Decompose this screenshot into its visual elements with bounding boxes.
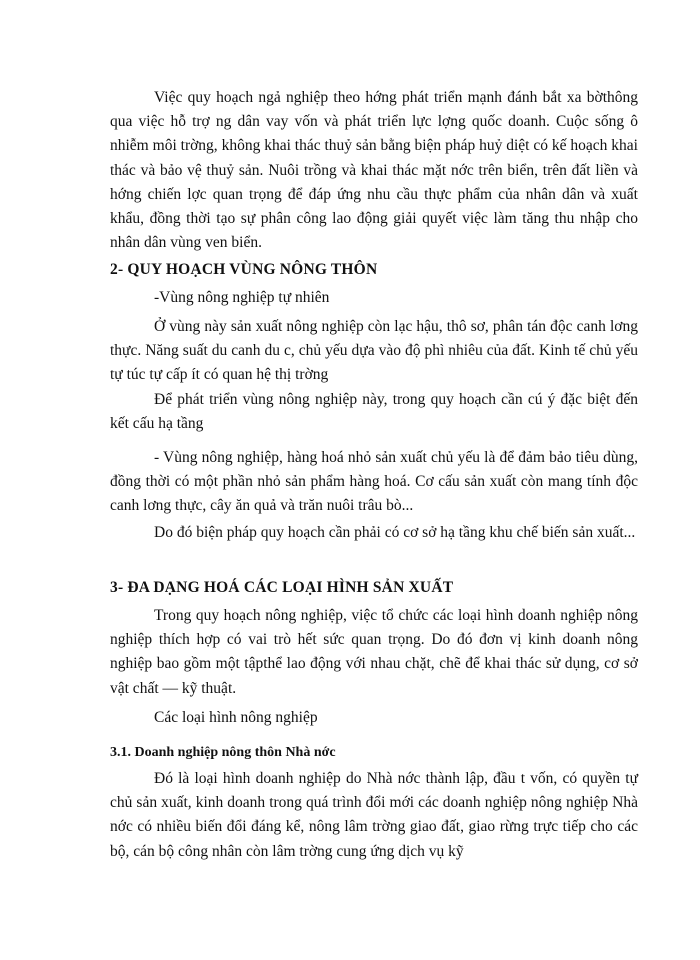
paragraph-text: Do đó biện pháp quy hoạch cần phải có cơ sở hạ tầng khu chế biến sản xuất... <box>154 524 636 541</box>
section-heading: 3- ĐA DẠNG HOÁ CÁC LOẠI HÌNH SẢN XUẤT <box>110 579 454 596</box>
heading-rural-planning <box>110 259 638 281</box>
paragraph-text: Các loại hình nông nghiệp <box>154 709 318 726</box>
heading-diversification <box>110 577 638 599</box>
paragraph-text: -Vùng nông nghiệp tự nhiên <box>154 289 330 306</box>
paragraph-text: Việc quy hoạch ngả nghiệp theo hớng phát triển mạnh đánh bắt xa bờthông qua việc hỗ trợ ng dân vay vốn và phát triển lực lợng quốc doanh. Cuộc sống ô nhiễm môi trờng, không khai thác thuỷ sản bằng biện pháp huỷ diệt có kế hoạch khai thác và bảo vệ thuỷ sản. Nuôi trồng và khai thác mặt nớc trên biển, trên đất liền và hớng chiến lợc quan trọng để đáp ứng nhu cầu thực phẩm của nhân dân và xuất khẩu, đồng thời tạo sự phân công lao động giải quyết việc làm tăng thu nhập cho nhân dân vùng ven biển. <box>110 89 638 252</box>
paragraph-text: Để phát triển vùng nông nghiệp này, trong quy hoạch cần cú ý đặc biệt đến kết cấu hạ tầng <box>110 391 638 433</box>
paragraph-commodity-zone <box>110 446 638 519</box>
paragraph-infrastructure <box>110 388 638 436</box>
paragraph-backward-agriculture <box>110 315 638 388</box>
paragraph-text: Ở vùng này sản xuất nông nghiệp còn lạc hậu, thô sơ, phân tán độc canh lơng thực. Năng suất du canh du c, chủ yếu dựa vào độ phì nhiêu của đất. Kinh tế chủ yếu tự túc tự cấp ít có quan hệ thị trờng <box>110 318 638 384</box>
paragraph-processing <box>110 521 638 545</box>
paragraph-text: - Vùng nông nghiệp, hàng hoá nhỏ sản xuất chủ yếu là để đảm bảo tiêu dùng, đồng thời có một phần nhỏ sản phẩm hàng hoá. Cơ cấu sản xuất còn mang tính độc canh lơng thực, cây ăn quả và trăn nuôi trâu bò... <box>110 449 638 515</box>
paragraph-text: Đó là loại hình doanh nghiệp do Nhà nớc thành lập, đầu t vốn, có quyền tự chủ sản xuất, kinh doanh trong quá trình đổi mới các doanh nghiệp nông nghiệp Nhà nớc có nhiều biến đổi đáng kể, nông lâm trờng giao đất, giao rừng trực tiếp cho các bộ, cán bộ công nhân còn lâm trờng cung ứng dịch vụ kỹ <box>110 770 638 860</box>
subsection-heading: 3.1. Doanh nghiệp nông thôn Nhà nớc <box>110 745 336 760</box>
paragraph-farm-types <box>110 706 638 730</box>
section-heading: 2- QUY HOẠCH VÙNG NÔNG THÔN <box>110 261 378 278</box>
paragraph-state-enterprise <box>110 767 638 864</box>
paragraph-business-types <box>110 604 638 701</box>
paragraph-fishery-planning <box>110 86 638 255</box>
heading-state-enterprise <box>110 742 638 764</box>
paragraph-text: Trong quy hoạch nông nghiệp, việc tổ chức các loại hình doanh nghiệp nông nghiệp thích hợp có vai trò hết sức quan trọng. Do đó đơn vị kinh doanh nông nghiệp bao gồm một tậpthể lao động với nhau chặt, chẽ để khai thác sử dụng, cơ sở vật chất — kỹ thuật. <box>110 607 638 697</box>
paragraph-natural-zone <box>110 286 638 310</box>
